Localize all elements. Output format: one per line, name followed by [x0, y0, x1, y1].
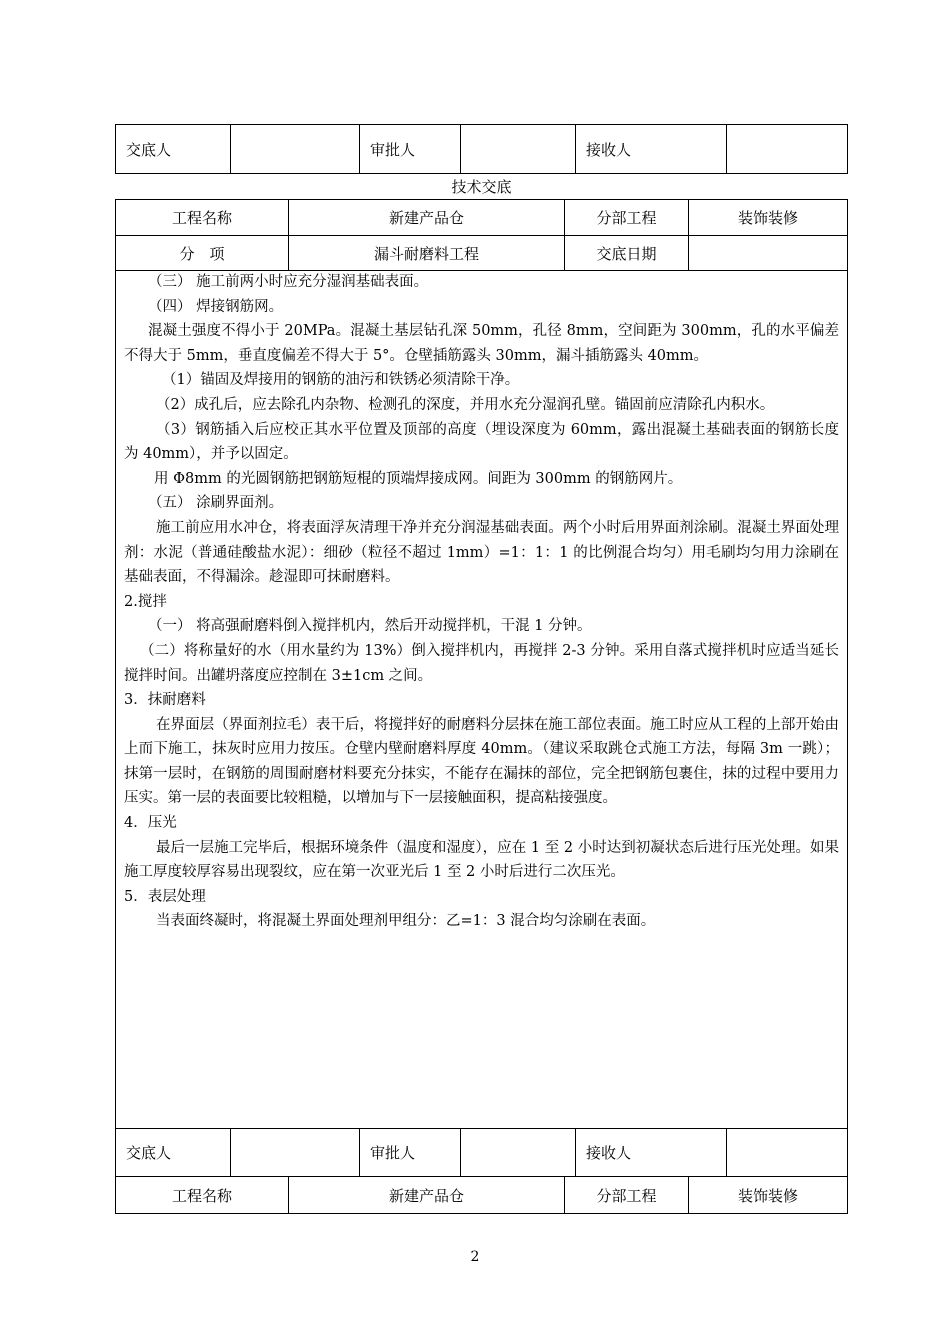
presenter-label: 交底人: [116, 1129, 231, 1177]
page-number: 2: [470, 1249, 480, 1265]
receiver-value: [727, 1129, 848, 1177]
division-value: 装饰装修: [689, 200, 848, 236]
content-line: 3．抹耐磨料: [124, 692, 206, 709]
content-line: （一） 将高强耐磨料倒入搅拌机内，然后开动搅拌机，干混 1 分钟。: [148, 618, 592, 635]
division-value: 装饰装修: [689, 1177, 848, 1214]
project-name-value: 新建产品仓: [289, 1177, 565, 1214]
presenter-label: 交底人: [116, 125, 231, 174]
division-label: 分部工程: [565, 200, 689, 236]
approver-label: 审批人: [360, 125, 461, 174]
bottom-info-table: [115, 1176, 848, 1214]
content-line: 4．压光: [124, 815, 177, 832]
project-name-label: 工程名称: [116, 200, 289, 236]
content-body: [115, 270, 848, 1128]
approver-label: 审批人: [360, 1129, 461, 1177]
info-table: [115, 199, 848, 271]
content-line: 在界面层（界面剂拉毛）表干后，将搅拌好的耐磨料分层抹在施工部位表面。施工时应从工程的上部开始由上而下施工，抹灰时应用力按压。仓壁内壁耐磨料厚度 40mm。（建议采取跳仓式施工方法，每隔 3m 一跳）；抹第一层时，在钢筋的周围耐磨材料要充分抹实，不能存在漏抹的部位，完全把钢筋包裹住，抹的过程中要用力压实。第一层的表面要比较粗糙，以增加与下一层接触面积，提高粘接强度。: [124, 716, 839, 807]
content-line: 当表面终凝时，将混凝土界面处理剂甲组分：乙=1：3 混合均匀涂刷在表面。: [156, 913, 656, 930]
content-line: （二）将称量好的水（用水量约为 13%）倒入搅拌机内，再搅拌 2-3 分钟。采用自落式搅拌机时应适当延长搅拌时间。出罐坍落度应控制在 3±1cm 之间。: [124, 642, 839, 684]
content-line: （1）锚固及焊接用的钢筋的油污和铁锈必须清除干净。: [162, 372, 520, 389]
receiver-value: [727, 125, 848, 174]
date-label: 交底日期: [565, 236, 689, 271]
receiver-label: 接收人: [576, 125, 727, 174]
project-name-label: 工程名称: [116, 1177, 289, 1214]
content-line: （五） 涂刷界面剂。: [148, 495, 284, 512]
presenter-value: [231, 125, 360, 174]
content-line: 最后一层施工完毕后，根据环境条件（温度和湿度），应在 1 至 2 小时达到初凝状态后进行压光处理。如果施工厚度较厚容易出现裂纹，应在第一次亚光后 1 至 2 小时后进行二次压光。: [124, 839, 839, 881]
approver-value: [461, 125, 576, 174]
content-line: （3）钢筋插入后应校正其水平位置及顶部的高度（埋设深度为 60mm，露出混凝土基础表面的钢筋长度为 40mm），并予以固定。: [124, 421, 839, 463]
content-line: 2.搅拌: [124, 593, 167, 610]
item-label: 分 项: [116, 236, 289, 271]
top-sign-table: [115, 124, 848, 174]
project-name-value: 新建产品仓: [289, 200, 565, 236]
content-line: （三） 施工前两小时应充分湿润基础表面。: [148, 274, 429, 290]
date-value: [689, 236, 848, 271]
receiver-label: 接收人: [576, 1129, 727, 1177]
content-line: （2）成孔后，应去除孔内杂物、检测孔的深度，并用水充分湿润孔壁。锚固前应清除孔内积水。: [156, 396, 775, 413]
content-line: 5．表层处理: [124, 888, 206, 905]
content-line: 施工前应用水冲仓，将表面浮灰清理干净并充分润湿基础表面。两个小时后用界面剂涂刷。混凝土界面处理剂：水泥（普通硅酸盐水泥）：细砂（粒径不超过 1mm）=1：1：1 的比例混合均匀）用毛刷均匀用力涂刷在基础表面，不得漏涂。趁湿即可抹耐磨料。: [124, 519, 839, 586]
content-line: 用 Φ8mm 的光圆钢筋把钢筋短棍的顶端焊接成网。间距为 300mm 的钢筋网片。: [154, 470, 683, 487]
content-line: （四） 焊接钢筋网。: [148, 298, 284, 315]
bottom-sign-table: [115, 1128, 848, 1177]
content-line: 混凝土强度不得小于 20MPa。混凝土基层钻孔深 50mm，孔径 8mm，空间距为 300mm，孔的水平偏差不得大于 5mm，垂直度偏差不得大于 5°。仓壁插筋露头 30mm，漏斗插筋露头 40mm。: [124, 323, 839, 364]
presenter-value: [231, 1129, 360, 1177]
approver-value: [461, 1129, 576, 1177]
document-title: 技术交底: [451, 178, 512, 196]
item-value: 漏斗耐磨料工程: [289, 236, 565, 271]
division-label: 分部工程: [565, 1177, 689, 1214]
